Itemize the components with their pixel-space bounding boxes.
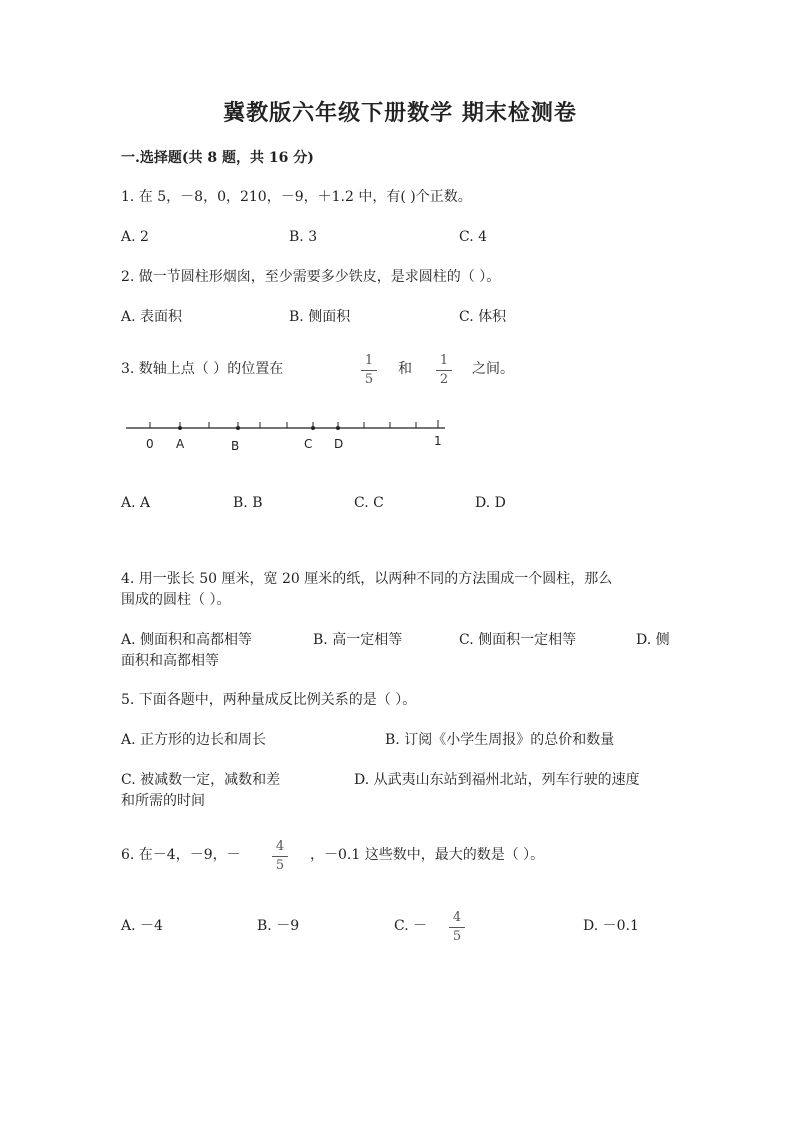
fraction-denominator: 5	[275, 858, 285, 873]
q6-option-d[interactable]: D. －0.1	[583, 918, 639, 934]
q3-option-c[interactable]: C. C	[354, 495, 384, 511]
question-6-stem-end: ，－0.1 这些数中，最大的数是（ ）。	[310, 847, 545, 863]
q5-option-b[interactable]: B. 订阅《小学生周报》的总价和数量	[385, 732, 615, 748]
q3-option-b[interactable]: B. B	[233, 495, 263, 511]
q5-option-a[interactable]: A. 正方形的边长和周长	[121, 732, 267, 748]
q6-option-a[interactable]: A. －4	[121, 918, 163, 934]
number-line-label-1: 1	[434, 434, 442, 448]
question-6-stem: 6. 在－4，－9，－	[121, 847, 241, 863]
number-line-label-b: B	[231, 439, 240, 453]
fraction-one-fifth	[361, 353, 377, 388]
number-line-ticks	[150, 420, 438, 428]
point-c-dot	[311, 426, 315, 430]
q6-option-c[interactable]: C. －	[394, 918, 428, 934]
question-3-stem: 3. 数轴上点（ ）的位置在	[121, 361, 284, 377]
number-line-label-c: C	[304, 437, 313, 451]
q1-option-b[interactable]: B. 3	[289, 229, 318, 245]
number-line-label-0: 0	[146, 437, 154, 451]
q4-option-c[interactable]: C. 侧面积一定相等	[459, 632, 577, 648]
fraction-numerator: 4	[275, 839, 285, 854]
fraction-bar	[449, 927, 465, 928]
q4-option-b[interactable]: B. 高一定相等	[313, 632, 403, 648]
fraction-four-fifths	[272, 839, 288, 874]
q2-option-c[interactable]: C. 体积	[459, 309, 507, 325]
fraction-denominator: 5	[364, 372, 374, 387]
q2-option-a[interactable]: A. 表面积	[121, 309, 183, 325]
q1-option-c[interactable]: C. 4	[459, 229, 488, 245]
q5-option-d[interactable]: D. 从武夷山东站到福州北站，列车行驶的速度	[354, 772, 640, 788]
section-heading: 一.选择题(共 8 题，共 16 分)	[121, 150, 314, 166]
q5-option-c[interactable]: C. 被减数一定，减数和差	[121, 772, 281, 788]
q1-option-a[interactable]: A. 2	[121, 229, 149, 245]
number-line	[120, 410, 450, 460]
point-d-dot	[336, 426, 340, 430]
q3-stem-end: 之间。	[472, 361, 514, 377]
number-line-label-a: A	[176, 437, 185, 451]
fraction-denominator: 2	[439, 372, 449, 387]
fraction-bar	[436, 370, 452, 371]
question-4-stem-line2: 围成的圆柱（ ）。	[121, 592, 231, 608]
q3-option-d[interactable]: D. D	[475, 495, 506, 511]
q2-option-b[interactable]: B. 侧面积	[289, 309, 351, 325]
q4-option-a[interactable]: A. 侧面积和高都相等	[121, 632, 253, 648]
fraction-numerator: 1	[364, 353, 374, 368]
q3-and-text: 和	[398, 361, 412, 377]
q6-option-c-fraction	[449, 910, 465, 945]
point-a-dot	[178, 426, 182, 430]
fraction-bar	[272, 856, 288, 857]
fraction-numerator: 4	[452, 910, 462, 925]
question-4-stem-line1: 4. 用一张长 50 厘米，宽 20 厘米的纸，以两种不同的方法围成一个圆柱，那么	[121, 571, 613, 587]
question-2-stem: 2. 做一节圆柱形烟囱，至少需要多少铁皮，是求圆柱的（ ）。	[121, 269, 501, 285]
q5-option-d-continued[interactable]: 和所需的时间	[121, 793, 205, 809]
fraction-denominator: 5	[452, 929, 462, 944]
q4-option-d[interactable]: D. 侧	[636, 632, 670, 648]
fraction-numerator: 1	[439, 353, 449, 368]
page-title: 冀教版六年级下册数学 期末检测卷	[223, 100, 577, 126]
q6-option-b[interactable]: B. －9	[257, 918, 300, 934]
q4-option-d-continued[interactable]: 面积和高都相等	[121, 653, 219, 669]
fraction-one-half	[436, 353, 452, 388]
question-1-stem: 1. 在 5，－8，0，210，－9，＋1.2 中，有( )个正数。	[121, 189, 472, 205]
question-5-stem: 5. 下面各题中，两种量成反比例关系的是（ ）。	[121, 692, 417, 708]
q3-option-a[interactable]: A. A	[121, 495, 151, 511]
fraction-bar	[361, 370, 377, 371]
point-b-dot	[236, 426, 240, 430]
number-line-label-d: D	[334, 437, 344, 451]
